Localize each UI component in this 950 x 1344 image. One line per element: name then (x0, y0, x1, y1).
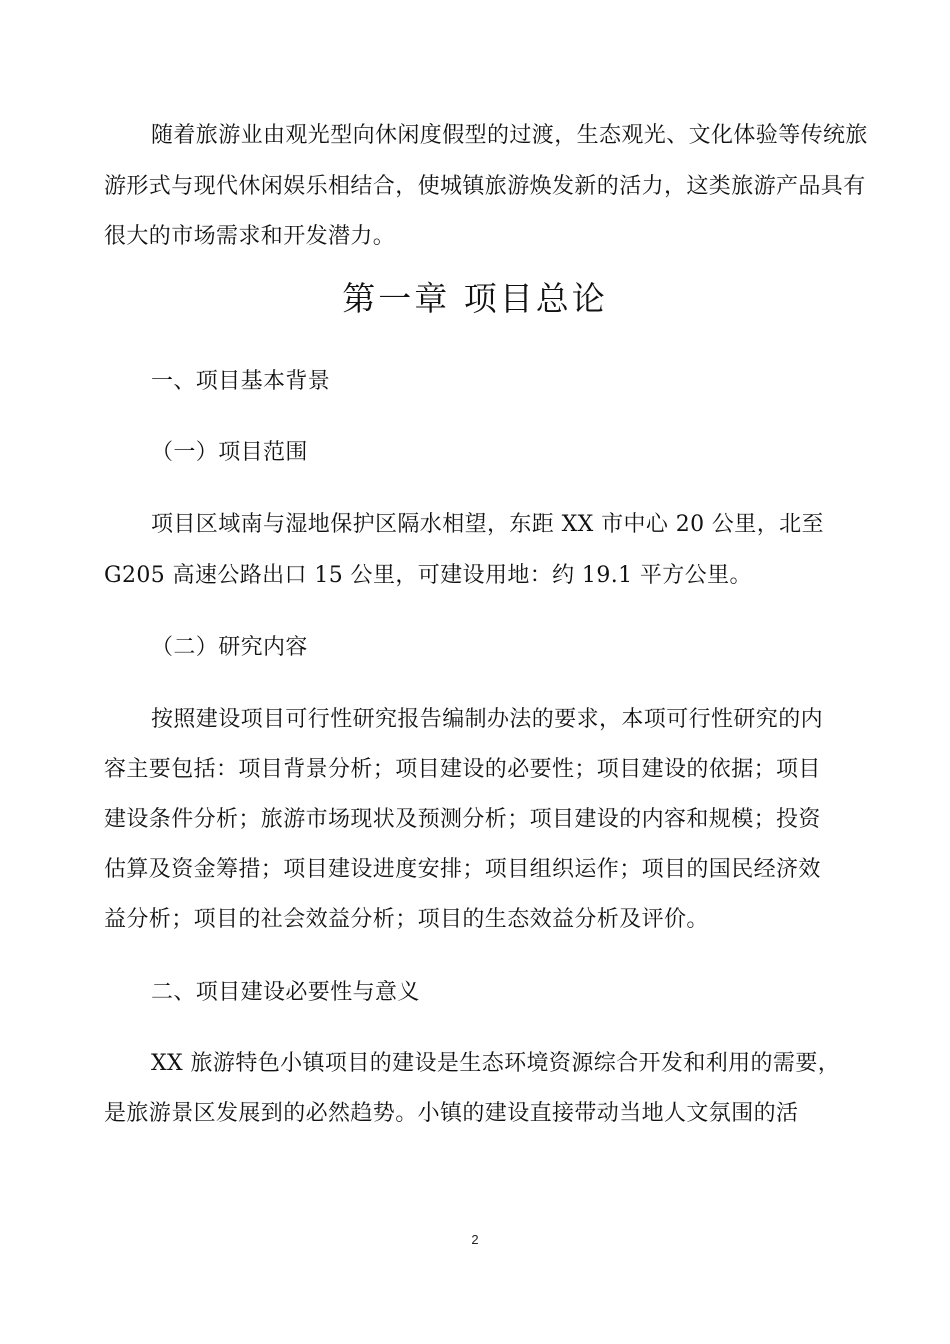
section1-title: 一、项目基本背景 (151, 369, 331, 394)
intro-line-2: 游形式与现代休闲娱乐相结合，使城镇旅游焕发新的活力，这类旅游产品具有 (104, 174, 866, 199)
section2-title: 二、项目建设必要性与意义 (151, 980, 420, 1005)
page-number: 2 (471, 1232, 479, 1247)
necessity-line-2: 是旅游景区发展到的必然趋势。小镇的建设直接带动当地人文氛围的活 (104, 1101, 799, 1126)
research-line-3: 建设条件分析；旅游市场现状及预测分析；项目建设的内容和规模；投资 (104, 807, 821, 832)
research-line-4: 估算及资金筹措；项目建设进度安排；项目组织运作；项目的国民经济效 (104, 857, 821, 882)
intro-line-1: 随着旅游业由观光型向休闲度假型的过渡，生态观光、文化体验等传统旅 (151, 123, 868, 148)
section1-sub2-title: （二）研究内容 (151, 635, 308, 660)
research-line-2: 容主要包括：项目背景分析；项目建设的必要性；项目建设的依据；项目 (104, 757, 821, 782)
scope-line-2: G205 高速公路出口 15 公里，可建设用地：约 19.1 平方公里。 (104, 563, 752, 588)
intro-line-3: 很大的市场需求和开发潜力。 (104, 224, 396, 249)
necessity-line-1: XX 旅游特色小镇项目的建设是生态环境资源综合开发和利用的需要， (151, 1051, 841, 1076)
scope-line-1: 项目区域南与湿地保护区隔水相望，东距 XX 市中心 20 公里，北至 (151, 512, 824, 537)
chapter-title: 第一章 项目总论 (342, 279, 608, 318)
research-line-1: 按照建设项目可行性研究报告编制办法的要求，本项可行性研究的内 (151, 707, 824, 732)
section1-sub1-title: （一）项目范围 (151, 440, 308, 465)
research-line-5: 益分析；项目的社会效益分析；项目的生态效益分析及评价。 (104, 907, 709, 932)
